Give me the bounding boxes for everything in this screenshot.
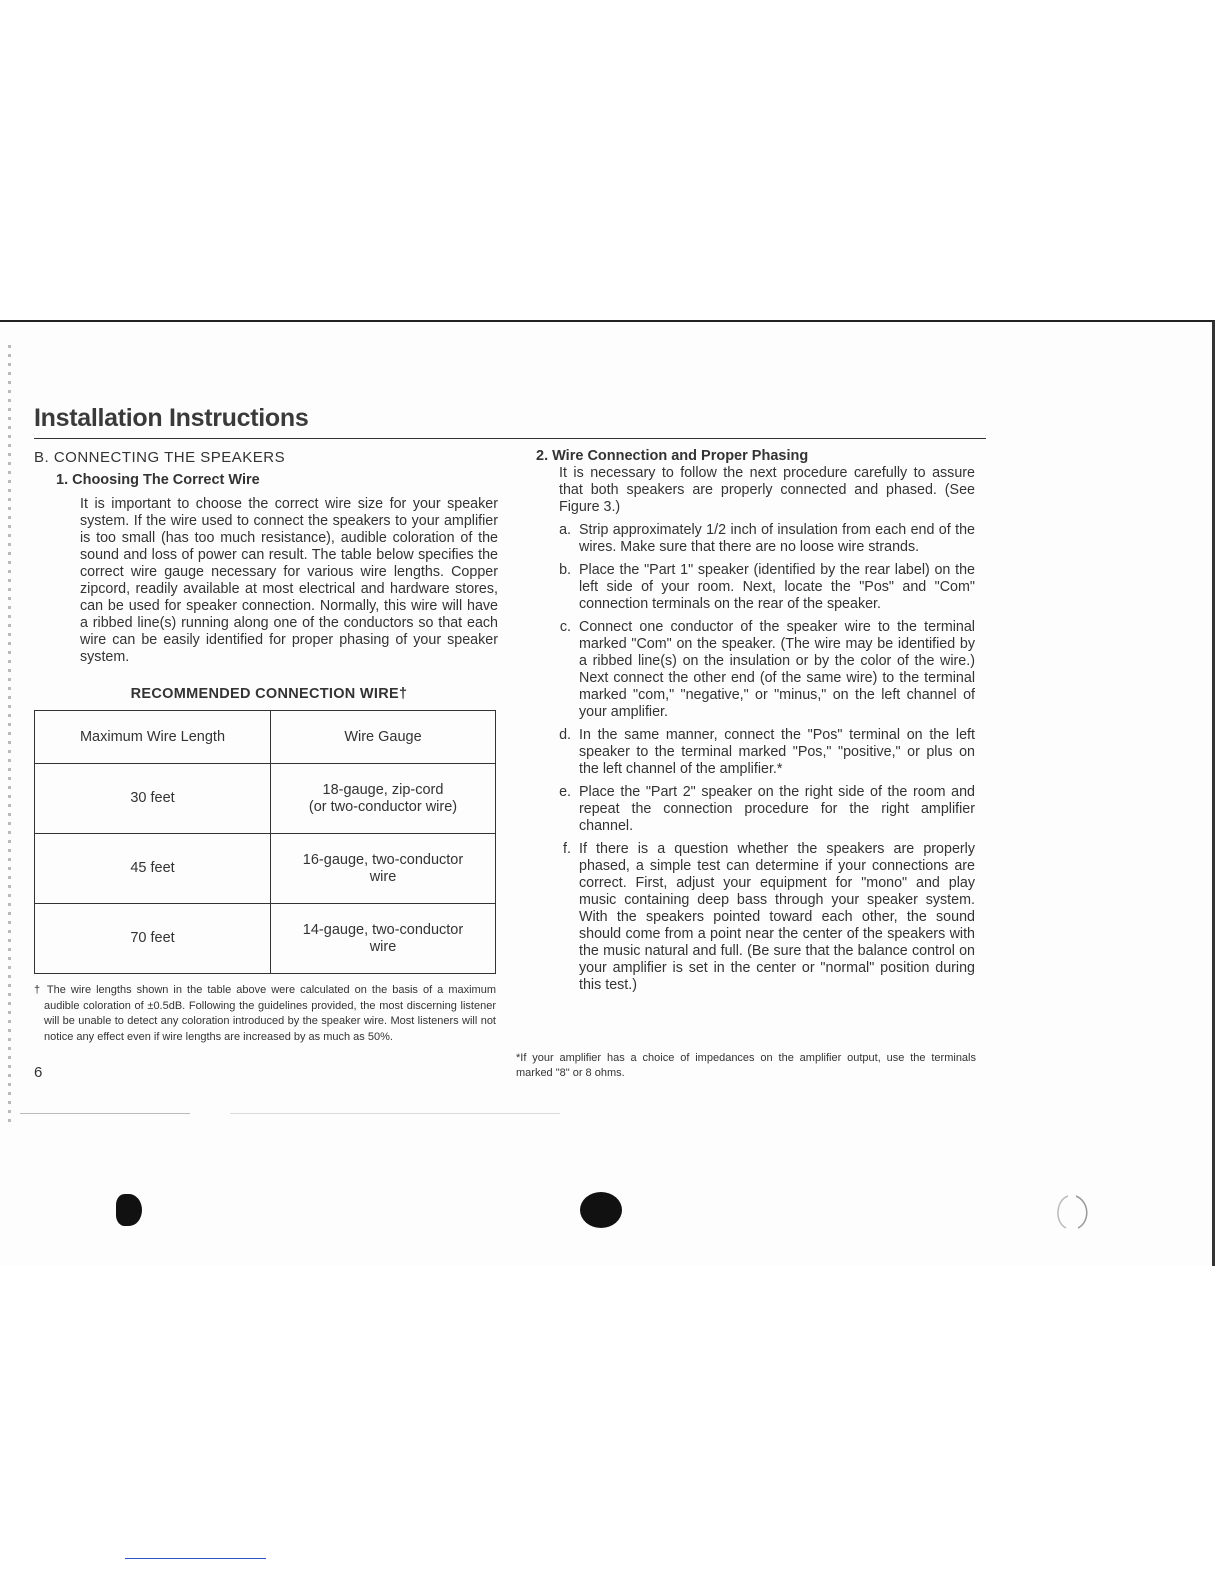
step-text: In the same manner, connect the "Pos" terminal on the left speaker to the terminal marked "Pos," "positive," or plus on the left channel of the amplifier.*: [579, 727, 975, 777]
wire-connection-intro: It is necessary to follow the next procedure carefully to assure that both speakers are properly connected and phased. (See Figure 3.): [559, 465, 975, 515]
step-item: [528, 619, 989, 721]
table-header-cell: Wire Gauge: [271, 711, 496, 764]
scan-mark: [230, 1113, 560, 1114]
step-item: [528, 727, 989, 778]
step-item: [528, 562, 989, 613]
table-header-cell: Maximum Wire Length: [35, 711, 271, 764]
table-cell-gauge: [271, 764, 496, 834]
step-letter: c.: [559, 619, 571, 635]
step-text: Place the "Part 2" speaker on the right side of the room and repeat the connection procedure for the right amplifier channel.: [579, 784, 975, 834]
table-title: RECOMMENDED CONNECTION WIRE†: [130, 686, 408, 702]
step-letter: a.: [559, 522, 571, 538]
table-row: [35, 904, 496, 974]
left-column: [34, 449, 504, 1045]
gauge-line-1: 14-gauge, two-conductor: [302, 921, 464, 938]
step-item: [528, 841, 989, 994]
step-text: Connect one conductor of the speaker wire to the terminal marked "Com" on the speaker. (The wire may be identified by a ribbed line(s) on the insulation or by the color of the wire.) Next connect the other end (of the same wire) to the terminal marked "com," "negative," or "minus," on the left channel of your amplifier.: [579, 619, 975, 720]
step-letter: d.: [559, 727, 571, 743]
wire-gauge-table: [34, 710, 496, 974]
punch-hole-outline: [1050, 1192, 1094, 1232]
right-column: [528, 448, 989, 994]
binding-edge: [8, 345, 11, 1125]
punch-hole: [116, 1194, 142, 1226]
step-letter: b.: [559, 562, 571, 578]
gauge-line-1: 18-gauge, zip-cord: [322, 781, 444, 798]
table-footnote: † The wire lengths shown in the table above were calculated on the basis of a maximum audible coloration of ±0.5dB. Following the guidelines provided, the most discerning listener will be unable to detect any coloration introduced by the speaker wire. Most listeners will not notice any effect even if wire lengths are increased by as much as 50%.: [34, 984, 496, 1043]
step-text: If there is a question whether the speakers are properly phased, a simple test can determine if your connections are correct. First, adjust your equipment for "mono" and play music containing deep bass through your speaker system. With the speakers pointed toward each other, the sound should come from a point near the center of the speakers with the music natural and full. (Be sure that the balance control on your amplifier is set in the center or "normal" position during this test.): [579, 841, 975, 993]
gauge-line-2: (or two-conductor wire): [308, 798, 458, 815]
sub-heading-choosing-wire: 1. Choosing The Correct Wire: [56, 472, 260, 488]
step-text: Strip approximately 1/2 inch of insulation from each end of the wires. Make sure that there are no loose wire strands.: [579, 522, 975, 555]
section-heading: B. CONNECTING THE SPEAKERS: [34, 449, 286, 466]
blue-mark: [125, 1558, 266, 1559]
table-cell-gauge: [271, 834, 496, 904]
table-cell-length: 45 feet: [35, 834, 271, 904]
table-cell-length: 70 feet: [35, 904, 271, 974]
step-item: [528, 784, 989, 835]
gauge-line-1: 16-gauge, two-conductor: [302, 851, 464, 868]
table-row: [35, 764, 496, 834]
table-header-row: [35, 711, 496, 764]
amplifier-footnote: *If your amplifier has a choice of impedances on the amplifier output, use the terminals marked "8" or 8 ohms.: [516, 1052, 976, 1079]
choosing-wire-paragraph: It is important to choose the correct wire size for your speaker system. If the wire used to connect the speakers to your amplifier is too small (has too much resistance), audible coloration of the sound and loss of power can result. The table below specifies the correct wire gauge necessary for various wire lengths. Copper zipcord, readily available at most electrical and hardware stores, can be used for speaker connection. Normally, this wire will have a ribbed line(s) running along one of the conductors so that each wire can be easily identified for proper phasing of your speaker system.: [80, 496, 498, 665]
table-row: [35, 834, 496, 904]
wire-connection-heading: 2. Wire Connection and Proper Phasing: [536, 448, 809, 464]
step-item: [528, 522, 989, 556]
gauge-line-2: wire: [369, 868, 397, 885]
punch-hole: [580, 1192, 622, 1228]
scan-mark: [20, 1113, 190, 1114]
step-letter: e.: [559, 784, 571, 800]
page-number: 6: [34, 1064, 43, 1081]
gauge-line-2: wire: [369, 938, 397, 955]
title-rule: [34, 438, 986, 439]
step-text: Place the "Part 1" speaker (identified by the rear label) on the left side of your room. Next, locate the "Pos" and "Com" connection terminals on the rear of the speaker.: [579, 562, 975, 612]
page-title: Installation Instructions: [34, 404, 309, 432]
table-cell-length: 30 feet: [35, 764, 271, 834]
table-cell-gauge: [271, 904, 496, 974]
step-letter: f.: [563, 841, 571, 857]
